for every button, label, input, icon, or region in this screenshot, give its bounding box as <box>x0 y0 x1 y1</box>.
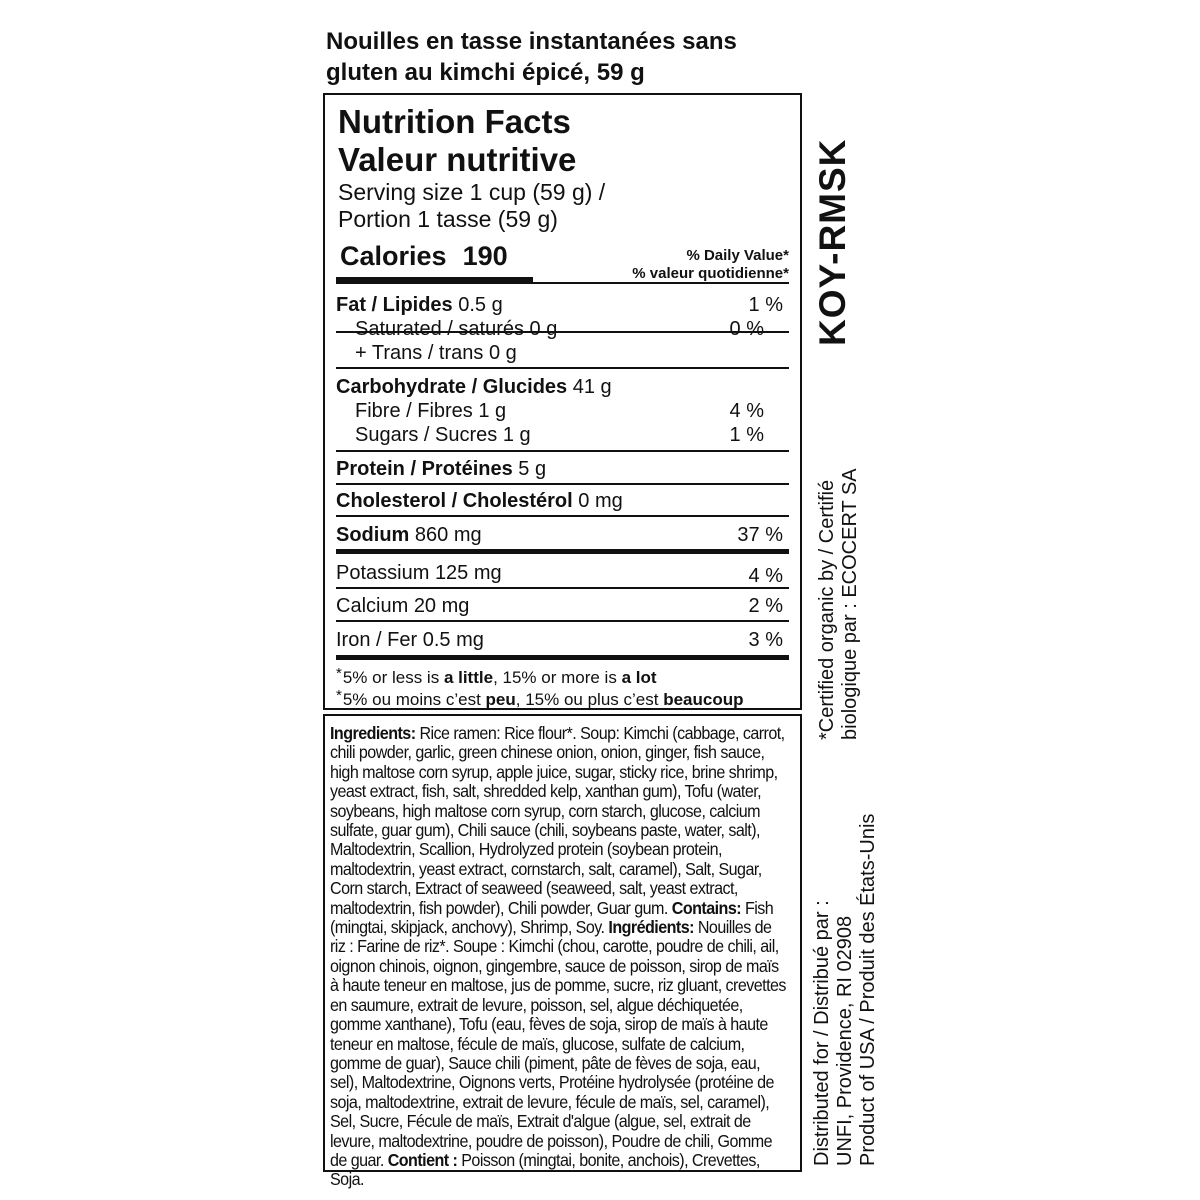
nutrient-amount: 20 mg <box>413 595 470 617</box>
contains-list-en: Fish (mingtai, skipjack, anchovy), Shrimp, Soy. <box>330 897 774 938</box>
footnote-text: 5% ou moins c’est <box>342 690 486 709</box>
nutrient-amount: 0 g <box>529 318 558 340</box>
nutrient-row-fibre <box>355 399 789 423</box>
nutrient-amount: 41 g <box>572 376 612 398</box>
nutrient-label: Calcium <box>336 595 409 617</box>
nutrient-row-iron <box>336 628 789 652</box>
nutrient-amount: 1 g <box>502 424 531 446</box>
nutrient-amount: 5 g <box>518 458 547 480</box>
nutrition-heading <box>338 103 576 179</box>
product-title-line-1: Nouilles en tasse instantanées sans <box>326 28 737 55</box>
ingredients-panel <box>323 714 802 1190</box>
nutrient-amount: 125 mg <box>434 562 502 584</box>
nutrient-label: Potassium <box>336 562 430 584</box>
nutrient-label: Protein / Protéines <box>336 458 513 480</box>
nutrient-row-saturated <box>355 317 789 341</box>
footnote-text: 5% or less is <box>342 668 444 687</box>
footnote-asterisk: * <box>336 687 342 704</box>
distributor-line-3: Product of USA / Produit des États-Unis <box>857 813 879 1166</box>
nutrient-amount: 860 mg <box>414 524 482 546</box>
footnote-text: , 15% ou plus c’est <box>515 690 664 709</box>
divider <box>336 483 789 485</box>
nutrient-amount: 0 g <box>488 342 517 364</box>
footnote-emphasis: a lot <box>621 668 657 687</box>
nutrient-dv: 4 % <box>729 400 764 422</box>
certification-line-2: biologique par : ECOCERT SA <box>839 468 861 740</box>
nutrient-label: Carbohydrate / Glucides <box>336 376 568 398</box>
ingredients-label-en: Ingredients: <box>330 723 416 743</box>
nutrient-dv: 0 % <box>729 318 764 340</box>
calories-label: Calories <box>340 241 447 271</box>
nutrient-row-fat <box>336 293 789 317</box>
nutrient-dv: 1 % <box>729 424 764 446</box>
nutrition-heading-en: Nutrition Facts <box>338 103 571 140</box>
nutrient-dv: 2 % <box>748 595 783 617</box>
divider <box>336 620 789 622</box>
calories <box>340 241 508 272</box>
nutrient-row-sodium <box>336 523 789 547</box>
nutrient-dv: 1 % <box>748 294 783 316</box>
nutrition-facts-inner <box>336 95 789 708</box>
nutrient-label: Sodium <box>336 524 410 546</box>
product-title <box>326 26 806 88</box>
nutrient-dv: 3 % <box>748 629 783 651</box>
certification-line-1: *Certified organic by / Certifié <box>816 479 838 740</box>
nutrient-label: Fat / Lipides <box>336 294 453 316</box>
serving-size-fr: Portion 1 tasse (59 g) <box>338 206 558 232</box>
nutrient-label: Cholesterol / Cholestérol <box>336 490 573 512</box>
contains-label-en: Contains: <box>671 897 742 918</box>
lot-code: KOY-RMSK <box>812 138 853 346</box>
daily-value-en: % Daily Value* <box>686 247 789 264</box>
ingredients-list-en: Rice ramen: Rice flour*. Soup: Kimchi (cabbage, carrot, chili powder, garlic, green chinese onion, onion, ginger, fish sauce, high maltose corn syrup, apple juice, sugar, sticky rice, brine shrimp, yeast extract, fish, salt, shredded kelp, xanthan gum), Tofu (water, soybeans, high maltose corn syrup, corn starch, glucose, calcium sulfate, guar gum), Chili sauce (chili, soybeans paste, water, salt), Maltodextrin, Scallion, Hydrolyzed protein (soybean protein, maltodextrin, yeast extract, cornstarch, salt, caramel), Salt, Sugar, Corn starch, Extract of seaweed (seaweed, salt, yeast extract, maltodextrin, fish powder), Chili powder, Guar gum. <box>330 723 785 918</box>
nutrient-amount: 0.5 mg <box>422 629 484 651</box>
thick-divider <box>336 655 789 660</box>
organic-certification <box>816 468 862 740</box>
ingredients-label-fr: Ingrédients: <box>608 917 694 938</box>
nutrient-row-cholesterol <box>336 489 789 513</box>
nutrient-label: Fibre / Fibres <box>355 400 473 422</box>
nutrient-dv: 4 % <box>748 565 783 587</box>
nutrient-label: + Trans / trans <box>355 342 484 364</box>
contains-label-fr: Contient : <box>387 1149 458 1170</box>
footnote-fr <box>336 685 789 711</box>
divider <box>336 367 789 369</box>
nutrient-label: Saturated / saturés <box>355 318 524 340</box>
calories-value: 190 <box>462 241 508 271</box>
distributor-line-2: UNFI, Providence, RI 02908 <box>834 915 856 1166</box>
footnote-asterisk: * <box>336 665 342 682</box>
nutrient-row-sugars <box>355 423 789 447</box>
divider <box>336 282 789 284</box>
divider <box>336 587 789 589</box>
distributor-line-1: Distributed for / Distribué par : <box>811 900 833 1166</box>
nutrient-row-protein <box>336 457 789 481</box>
ingredients-list-fr: Nouilles de riz : Farine de riz*. Soupe : Kimchi (chou, carotte, poudre de chili, ail, oignon chinois, oignon, gingembre, sauce de poisson, sirop de maïs à haute teneur en maltose, jus de pomme, sucre, riz gluant, crevettes en saumure, extrait de levure, poisson, sel, algue déchiquetée, gomme xanthane), Tofu (eau, fèves de soja, sirop de maïs à haute teneur en maltose, fécule de maïs, glucose, sulfate de calcium, gomme de guar), Sauce chili (piment, pâte de fèves de soja, eau, sel), Maltodextrine, Oignons verts, Protéine hydrolysée (protéine de soja, maltodextrine, extrait de levure, fécule de maïs, sel, caramel), Sel, Sucre, Fécule de maïs, Extrait d'algue (algue, sel, extrait de levure, maltodextrine, poudre de poisson), Poudre de chili, Gomme de guar. <box>330 917 786 1170</box>
nutrient-label: Sugars / Sucres <box>355 424 498 446</box>
footnote-emphasis: peu <box>485 690 516 709</box>
footnote-emphasis: a little <box>443 668 494 687</box>
footnote-text: , 15% or more is <box>493 668 622 687</box>
nutrition-heading-fr: Valeur nutritive <box>338 141 577 178</box>
footnote-emphasis: beaucoup <box>663 690 744 709</box>
daily-value-header <box>632 247 789 283</box>
product-title-line-2: gluten au kimchi épicé, 59 g <box>326 59 645 86</box>
nutrient-dv: 37 % <box>737 524 783 546</box>
ingredients-text <box>330 724 790 1190</box>
serving-size <box>338 179 605 233</box>
nutrient-row-potassium <box>336 561 789 585</box>
nutrition-facts-panel <box>323 93 802 710</box>
serving-size-en: Serving size 1 cup (59 g) / <box>338 179 606 205</box>
nutrient-label: Iron / Fer <box>336 629 418 651</box>
nutrient-amount: 0 mg <box>578 490 623 512</box>
nutrient-row-carbohydrate <box>336 375 789 399</box>
nutrient-row-trans <box>355 341 789 365</box>
nutrient-amount: 0.5 g <box>458 294 503 316</box>
nutrient-row-calcium <box>336 594 789 618</box>
nutrient-amount: 1 g <box>478 400 507 422</box>
divider <box>336 515 789 517</box>
daily-value-fr: % valeur quotidienne* <box>632 265 789 282</box>
divider <box>336 450 789 452</box>
distributor-info <box>811 814 880 1166</box>
thick-divider <box>336 549 789 554</box>
contains-list-fr: Poisson (mingtai, bonite, anchois), Crevettes, Soja. <box>330 1149 760 1190</box>
